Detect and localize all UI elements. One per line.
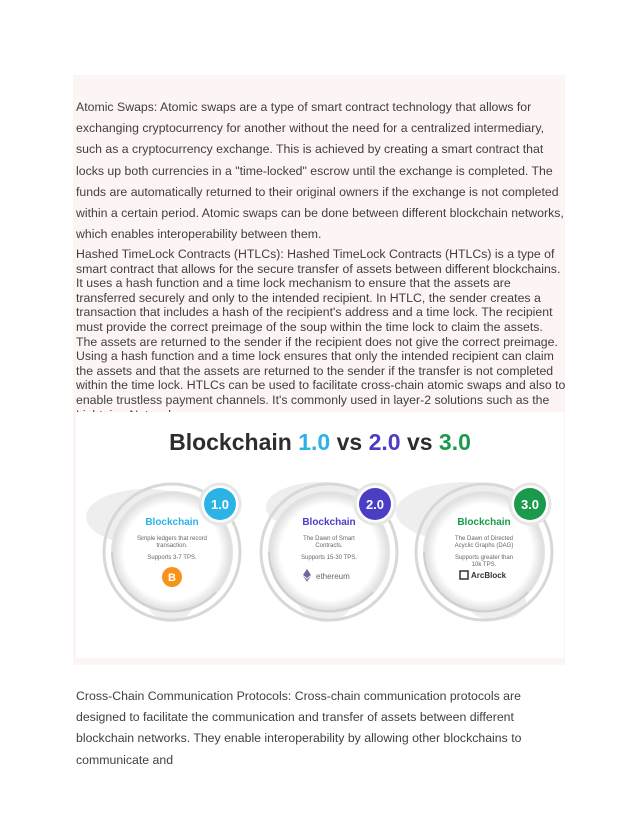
title-v3: 3.0 <box>438 429 471 455</box>
card-blockchain-1 <box>104 484 240 620</box>
card-2-desc-line1: The Dawn of Smart <box>303 536 355 542</box>
card-blockchain-3 <box>416 484 552 620</box>
badge-1: 1.0 <box>210 497 230 512</box>
card-2-desc-line2: Contracts. <box>315 543 343 549</box>
badge-3: 3.0 <box>520 497 540 512</box>
card-blockchain-2 <box>261 484 397 620</box>
title-v2: 2.0 <box>368 429 401 455</box>
card-2-tps: Supports 15-30 TPS. <box>301 555 357 561</box>
card-1-tps: Supports 3-7 TPS. <box>147 555 197 561</box>
card-1-heading: Blockchain <box>145 517 199 528</box>
title-v1: 1.0 <box>298 429 331 455</box>
title-blockchain: Blockchain <box>169 429 292 455</box>
title-vs-1: vs <box>336 429 363 455</box>
card-3-tps-line1: Supports greater than <box>454 555 514 561</box>
badge-2: 2.0 <box>365 497 385 512</box>
paragraph-cross-chain: Cross-Chain Communication Protocols: Cross-chain communication protocols are designed to facilitate the communication and transfer of assets between different blockchain networks. They enable interoperability by allowing other blockchains to communicate and <box>76 689 522 767</box>
card-2-heading: Blockchain <box>302 517 356 528</box>
card-2-logo-text: ethereum <box>316 572 350 581</box>
infographic-svg <box>76 412 564 658</box>
title-vs-2: vs <box>406 429 433 455</box>
card-1-desc-line2: transaction. <box>156 543 188 549</box>
blockchain-versions-infographic <box>76 412 564 658</box>
infographic-title <box>169 429 471 455</box>
card-3-tps-line2: 10k TPS. <box>471 562 497 568</box>
bitcoin-symbol: B <box>168 572 176 584</box>
paragraph-atomic-swaps: Atomic Swaps: Atomic swaps are a type of smart contract technology that allows for exchanging cryptocurrency for another without the need for a centralized intermediary, such as a cryptocurrency exchange. This is achieved by creating a smart contract that locks up both currencies in a "time-locked" escrow until the exchange is completed. The funds are automatically returned to their original owners if the exchange is not completed within a certain period. Atomic swaps can be done between different blockchain networks, which enables interoperability between them. <box>76 100 564 242</box>
card-1-desc-line1: Simple ledgers that record <box>136 536 208 542</box>
card-3-logo-text: ArcBlock <box>471 571 507 580</box>
card-3-heading: Blockchain <box>457 517 511 528</box>
card-3-desc-line1: The Dawn of Directed <box>454 536 514 542</box>
card-3-desc-line2: Acyclic Graphs (DAG) <box>454 543 514 549</box>
paragraph-htlc: Hashed TimeLock Contracts (HTLCs): Hashed TimeLock Contracts (HTLCs) is a type of smart contract that allows for the secure transfer of assets between different blockchains. It uses a hash function and a time lock mechanism to ensure that the assets are transferred securely and only to the intended recipient. In HTLC, the sender creates a transaction that includes a hash of the recipient's address and a time lock. The recipient must provide the correct preimage of the soup within the time lock to claim the assets. The assets are returned to the sender if the recipient does not give the correct preimage. Using a hash function and a time lock ensures that only the intended recipient can claim the assets and that the assets are returned to the sender if the transfer is not completed within the time lock. HTLCs can be used to facilitate cross-chain atomic swaps and also to enable trustless payment channels. It's commonly used in layer-2 solutions such as the <box>76 247 566 407</box>
